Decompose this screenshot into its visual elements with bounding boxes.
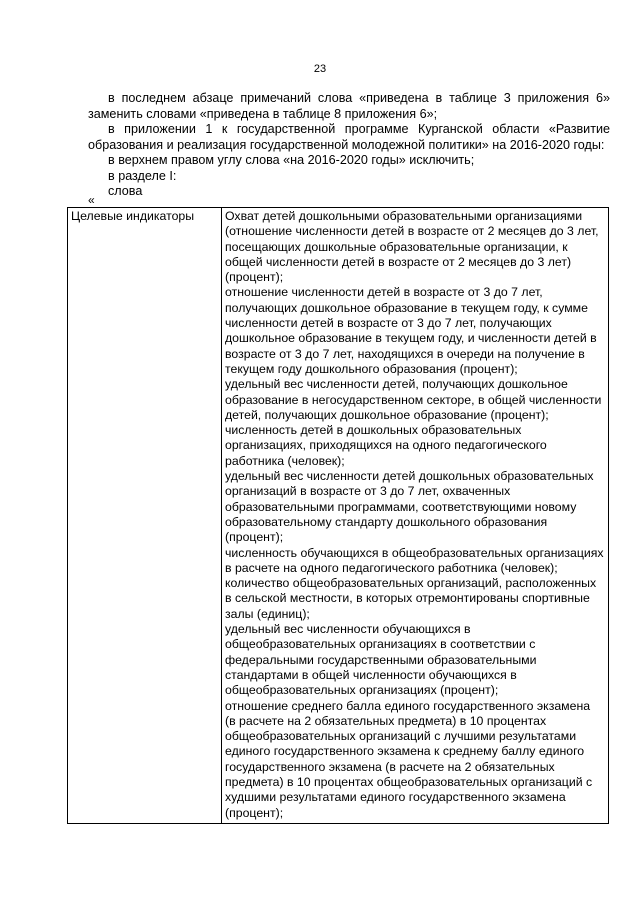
intro-text [88,91,610,200]
intro-paragraph: в приложении 1 к государственной программе Курганской области «Развитие образования и реализация государственной молодежной политики» на 2016-2020 годы: [88,122,610,152]
indicator-item: удельный вес численности детей дошкольных образовательных организаций в возрасте от 3 до 7 лет, охваченных образовательными программами, соответствующими новому образовательному стандарту дошкольного образования (процент); [225,469,594,545]
indicator-item: количество общеобразовательных организаций, расположенных в сельской местности, в которых отремонтированы спортивные залы (единиц); [225,576,597,621]
indicator-item: отношение численности детей в возрасте от 3 до 7 лет, получающих дошкольное образование в текущем году, к сумме численности детей в возрасте от 3 до 7 лет, получающих дошкольное образование в текущем году, и численности детей в возрасте от 3 до 7 лет, находящихся в очереди на получение в текущем году дошкольного образования (процент); [225,285,597,376]
opening-quote-mark: « [88,193,95,207]
table-content-cell [222,208,609,824]
indicator-item: удельный вес численности детей, получающих дошкольное образование в негосударственном секторе, в общей численности детей, получающих дошкольное образование (процент); [225,377,602,422]
intro-paragraph: в верхнем правом углу слова «на 2016-2020 годы» исключить; [108,153,475,167]
indicators-table [67,207,609,824]
intro-paragraph: в последнем абзаце примечаний слова «приведена в таблице 3 приложения 6» заменить словами «приведена в таблице 8 приложения 6»; [88,91,610,121]
indicator-item: отношение среднего балла единого государственного экзамена (в расчете на 2 обязательных предмета) в 10 процентах общеобразовательных организаций с лучшими результатами единого государственного экзамена к среднему баллу единого государственного экзамена (в расчете на 2 обязательных предмета) в 10 процентах общеобразовательных организаций с худшими результатами единого государственного экзамена (процент); [225,698,593,820]
intro-paragraph: слова [108,184,143,198]
table-label-cell: Целевые индикаторы [68,208,222,824]
indicator-item: Охват детей дошкольными образовательными организациями (отношение численности детей в возрасте от 2 месяцев до 3 лет, посещающих дошкольные образовательные организации, к общей численности детей в возрасте от 2 месяцев до 3 лет) (процент); [225,209,599,285]
table-row [68,208,609,824]
intro-paragraph: в разделе I: [108,168,177,183]
indicator-item: численность детей в дошкольных образовательных организациях, приходящихся на одного педагогического работника (человек); [225,423,547,468]
indicator-item: удельный вес численности обучающихся в общеобразовательных организациях в соответствии с федеральными государственными образовательными стандартами в общей численности обучающихся в общеобразовательных организациях (процент); [225,622,537,698]
page-number: 23 [313,63,327,75]
indicator-item: численность обучающихся в общеобразовательных организациях в расчете на одного педагогического работника (человек); [225,545,604,575]
